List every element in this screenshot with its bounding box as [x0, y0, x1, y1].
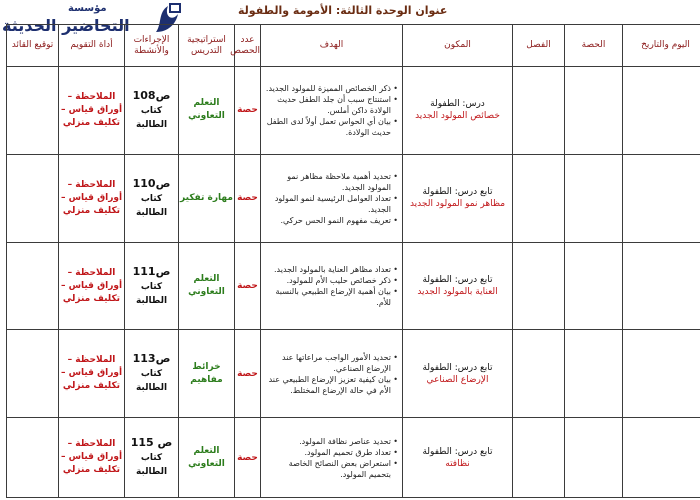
goals-list — [265, 264, 398, 308]
lesson-plan-table — [6, 24, 700, 498]
unit-title: عنوان الوحدة الثالثة: الأمومة والطفولة — [238, 4, 448, 17]
cell-period — [565, 154, 623, 242]
goal-item: • تعريف مفهوم النمو الحس حركي. — [265, 215, 398, 226]
cell-component — [403, 418, 513, 498]
cell-leader-sign — [7, 67, 59, 155]
header-row — [7, 25, 700, 67]
cell-procedures — [125, 418, 179, 498]
lesson-name: خصائص المولود الجديد — [415, 111, 500, 122]
cell-strategy: التعلم التعاوني — [179, 67, 235, 155]
cell-leader-sign — [7, 330, 59, 418]
goal-item: • تعداد مظاهر العناية بالمولود الجديد. — [265, 264, 398, 275]
goal-item: • بيان أي الحواس تعمل أولاً لدى الطفل حديث الولادة. — [265, 116, 398, 138]
goal-item: • تحديد عناصر نظافة المولود. — [265, 436, 398, 447]
cell-component — [403, 154, 513, 242]
goal-item: • تحديد الأمور الواجب مراعاتها عند الإرضاع الصناعي. — [265, 352, 398, 374]
cell-periods-count: حصة — [235, 242, 261, 330]
lesson-title: تابع درس: الطفولة — [422, 446, 493, 457]
header-evaluation: أداة التقويم — [59, 25, 125, 67]
cell-periods-count: حصة — [235, 330, 261, 418]
lesson-title: درس: الطفولة — [430, 99, 485, 110]
table-row — [7, 330, 700, 418]
goals-list — [265, 436, 398, 480]
cell-class — [513, 242, 565, 330]
table-row — [7, 418, 700, 498]
logo-tag: مؤسسة — [68, 3, 107, 14]
lesson-name: العناية بالمولود الجديد — [417, 287, 498, 298]
cell-class — [513, 330, 565, 418]
page-ref: ص110 — [132, 176, 171, 190]
header-class: الفصل — [513, 25, 565, 67]
book-ref: كتاب الطالبة — [135, 193, 168, 218]
cell-evaluation: الملاحظة – أوراق قياس – تكليف منزلي — [59, 418, 125, 498]
page-ref: ص111 — [132, 264, 171, 278]
page-ref: ص113 — [132, 352, 171, 366]
cell-strategy: مهارة تفكير — [179, 154, 235, 242]
goal-item: • تحديد أهمية ملاحظة مظاهر نمو المولود الجديد. — [265, 171, 398, 193]
book-ref: كتاب الطالبة — [135, 281, 168, 306]
cell-evaluation: الملاحظة – أوراق قياس – تكليف منزلي — [59, 154, 125, 242]
goal-item: • استعراض بعض النصائح الخاصة بتحميم المولود. — [265, 458, 398, 480]
lesson-title: تابع درس: الطفولة — [422, 275, 493, 286]
cell-component — [403, 242, 513, 330]
header-period: الحصة — [565, 25, 623, 67]
table-row — [7, 242, 700, 330]
cell-component — [403, 67, 513, 155]
lesson-title: تابع درس: الطفولة — [422, 362, 493, 373]
lesson-title: تابع درس: الطفولة — [422, 187, 493, 198]
header-strategy: استراتيجية التدريس — [179, 25, 235, 67]
table-row — [7, 67, 700, 155]
lesson-name: نظافته — [445, 458, 470, 469]
cell-evaluation: الملاحظة – أوراق قياس – تكليف منزلي — [59, 330, 125, 418]
cell-class — [513, 67, 565, 155]
cell-period — [565, 67, 623, 155]
cell-day-date — [623, 418, 700, 498]
cell-evaluation: الملاحظة – أوراق قياس – تكليف منزلي — [59, 242, 125, 330]
header-periods-count: عدد الحصص — [235, 25, 261, 67]
cell-periods-count: حصة — [235, 154, 261, 242]
cell-goals — [261, 418, 403, 498]
cell-procedures — [125, 154, 179, 242]
goals-list — [265, 171, 398, 226]
goal-item: • تعداد العوامل الرئيسية لنمو المولود الجديد. — [265, 193, 398, 215]
cell-period — [565, 242, 623, 330]
cell-strategy: خرائط مفاهيم — [179, 330, 235, 418]
goal-item: • تعداد طرق تحميم المولود. — [265, 447, 398, 458]
cell-period — [565, 330, 623, 418]
cell-class — [513, 154, 565, 242]
cell-procedures — [125, 330, 179, 418]
cell-periods-count: حصة — [235, 67, 261, 155]
page-ref: ص108 — [132, 88, 171, 102]
cell-goals — [261, 242, 403, 330]
lesson-name: الإرضاع الصناعي — [426, 374, 489, 385]
book-ref: كتاب الطالبة — [135, 105, 168, 130]
goal-item: • بيان كيفية تعزيز الإرضاع الطبيعي عند الأم في حالة الإرضاع المختلط. — [265, 374, 398, 396]
cell-goals — [261, 330, 403, 418]
cell-period — [565, 418, 623, 498]
book-ref: كتاب الطالبة — [135, 453, 168, 478]
cell-day-date — [623, 154, 700, 242]
goals-list — [265, 83, 398, 138]
goal-item: • ذكر خصائص حليب الأم للمولود. — [265, 275, 398, 286]
cell-leader-sign — [7, 242, 59, 330]
logo-brand: التحاضير الحديثة — [2, 16, 130, 35]
cell-class — [513, 418, 565, 498]
table-row — [7, 154, 700, 242]
cell-procedures — [125, 67, 179, 155]
header-day-date: اليوم والتاريخ — [623, 25, 700, 67]
cell-evaluation: الملاحظة – أوراق قياس – تكليف منزلي — [59, 67, 125, 155]
book-ref: كتاب الطالبة — [135, 369, 168, 394]
cell-procedures — [125, 242, 179, 330]
cell-periods-count: حصة — [235, 418, 261, 498]
header-component: المكون — [403, 25, 513, 67]
goal-item: • بيان أهمية الإرضاع الطبيعي بالنسبة للأم. — [265, 286, 398, 308]
cell-day-date — [623, 242, 700, 330]
cell-component — [403, 330, 513, 418]
cell-day-date — [623, 67, 700, 155]
header-goal: الهدف — [261, 25, 403, 67]
header-leader-sign: توقيع القائد — [7, 25, 59, 67]
goal-item: • استنتاج سبب أن جلد الطفل حديث الولادة داكن أملس. — [265, 94, 398, 116]
cell-day-date — [623, 330, 700, 418]
page-ref: ص 115 — [130, 436, 173, 450]
goal-item: • ذكر الخصائص المميزة للمولود الجديد. — [265, 83, 398, 94]
cell-strategy: التعلم التعاوني — [179, 418, 235, 498]
cell-strategy: التعلم التعاوني — [179, 242, 235, 330]
header-procedures: الإجراءات والأنشطة — [125, 25, 179, 67]
cell-goals — [261, 154, 403, 242]
cell-goals — [261, 67, 403, 155]
goals-list — [265, 352, 398, 396]
cell-leader-sign — [7, 154, 59, 242]
lesson-name: مظاهر نمو المولود الجديد — [409, 199, 506, 210]
cell-leader-sign — [7, 418, 59, 498]
